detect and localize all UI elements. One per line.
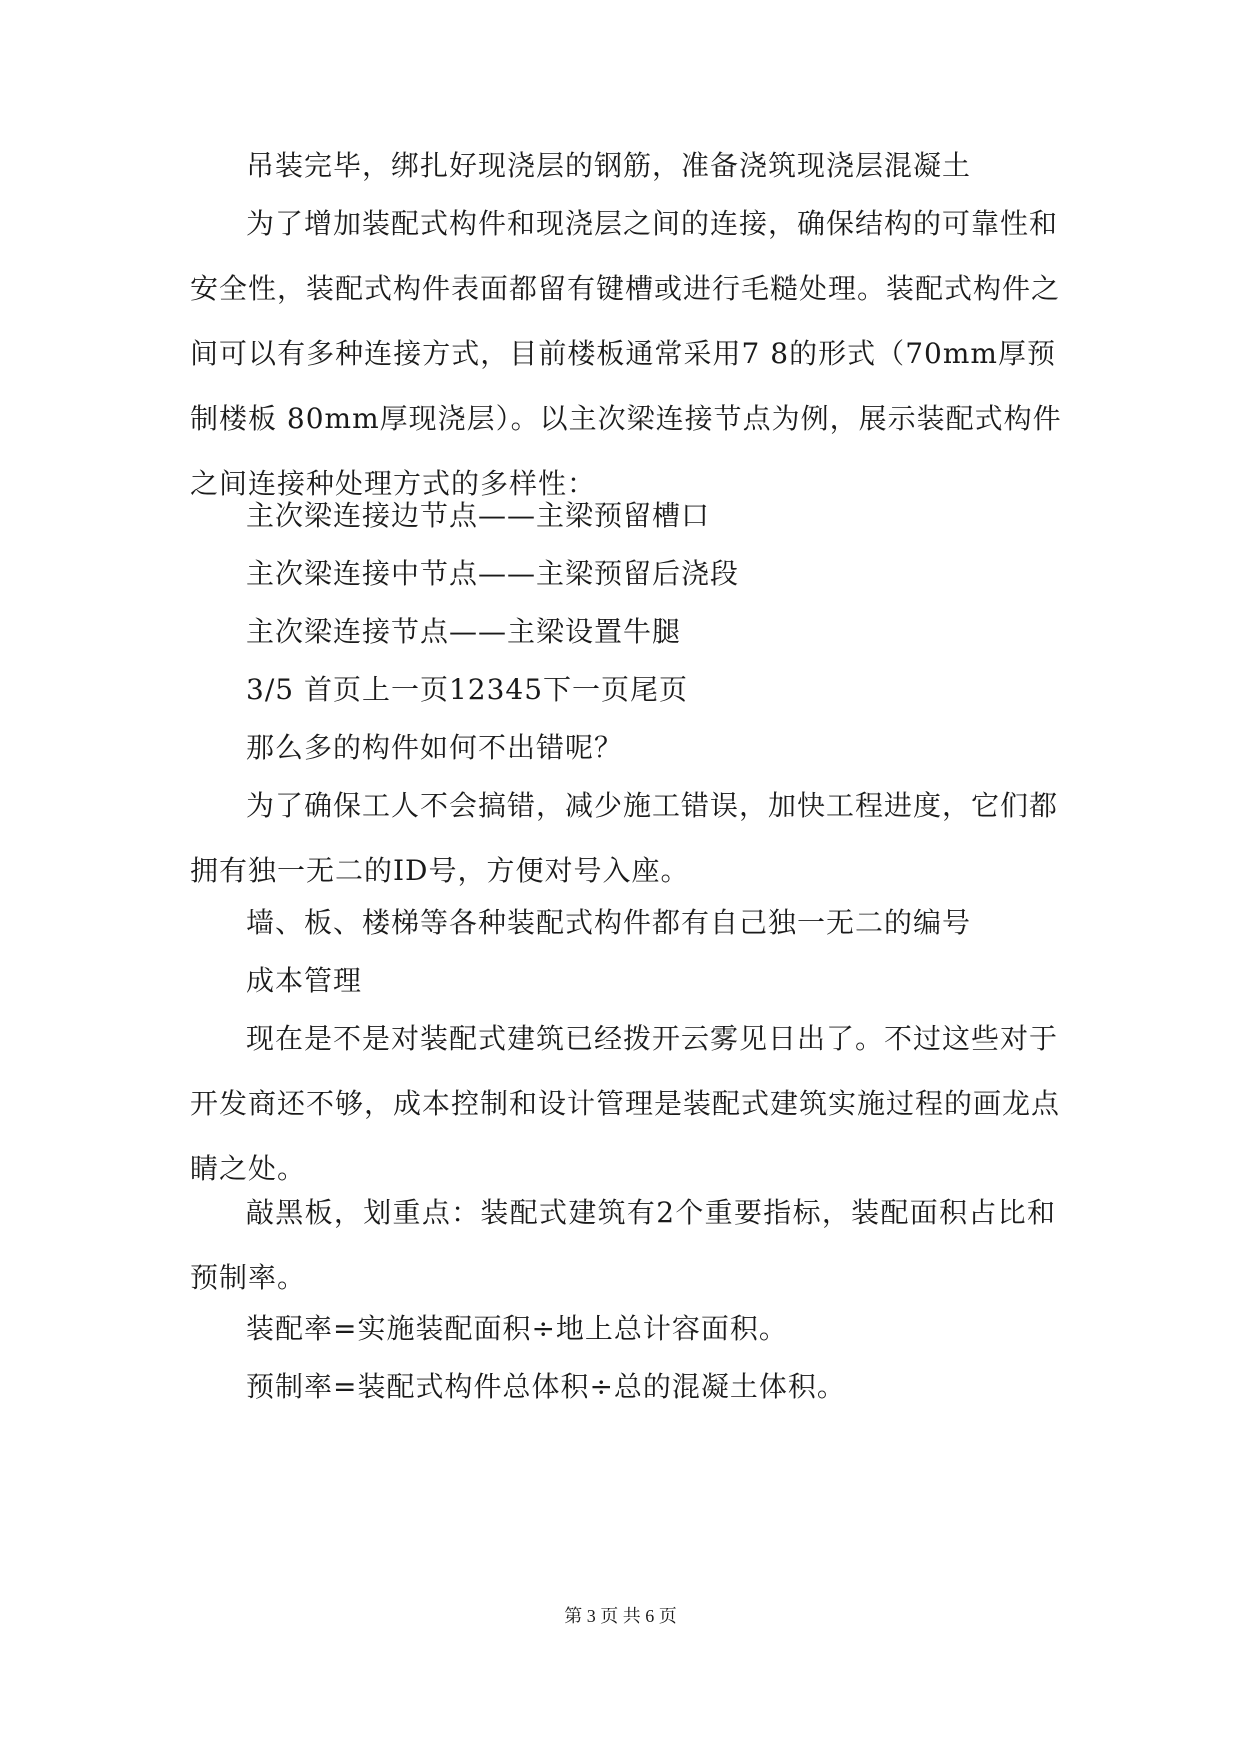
text-line: 那么多的构件如何不出错呢？ xyxy=(246,731,624,764)
text-line: 现在是不是对装配式建筑已经拨开云雾见日出了。不过这些对于 xyxy=(246,1022,1059,1055)
paragraph xyxy=(190,1180,1056,1310)
text-line: 睛之处。 xyxy=(190,1152,307,1185)
text-line: 制楼板 80mm厚现浇层）。以主次梁连接节点为例，展示装配式构件 xyxy=(190,402,1062,435)
text-line: 预制率=装配式构件总体积÷总的混凝土体积。 xyxy=(246,1370,846,1403)
pagination-text xyxy=(246,657,1112,722)
paragraph xyxy=(190,191,1062,516)
text-line: 安全性，装配式构件表面都留有键槽或进行毛糙处理。装配式构件之 xyxy=(190,272,1061,305)
text-line: 主次梁连接中节点——主梁预留后浇段 xyxy=(246,557,740,590)
text-line: 拥有独一无二的ID号，方便对号入座。 xyxy=(190,854,690,887)
text-line: 预制率。 xyxy=(190,1261,307,1294)
paragraph xyxy=(190,773,1059,903)
text-line: 成本管理 xyxy=(246,964,363,997)
paragraph xyxy=(246,890,1112,955)
formula-line xyxy=(246,1354,1112,1419)
text-line: 主次梁连接节点——主梁设置牛腿 xyxy=(246,615,682,648)
text-line: 主次梁连接边节点——主梁预留槽口 xyxy=(246,499,711,532)
text-line: 间可以有多种连接方式，目前楼板通常采用7 8的形式（70mm厚预 xyxy=(190,337,1056,370)
text-line: 敲黑板，划重点：装配式建筑有2个重要指标，装配面积占比和 xyxy=(246,1196,1056,1229)
text-line: 3/5 首页上一页12345下一页尾页 xyxy=(246,673,689,706)
text-line: 吊装完毕，绑扎好现浇层的钢筋，准备浇筑现浇层混凝土 xyxy=(246,149,972,182)
paragraph xyxy=(246,715,1112,780)
section-heading xyxy=(246,948,1112,1013)
text-line: 为了增加装配式构件和现浇层之间的连接，确保结构的可靠性和 xyxy=(246,207,1059,240)
paragraph xyxy=(190,1006,1061,1201)
paragraph xyxy=(246,541,1112,606)
formula-line xyxy=(246,1296,1112,1361)
paragraph xyxy=(246,599,1112,664)
text-line: 之间连接种处理方式的多样性： xyxy=(190,467,597,500)
paragraph xyxy=(246,483,1112,548)
page-number-footer: 第 3 页 共 6 页 xyxy=(564,1606,677,1626)
text-line: 装配率=实施装配面积÷地上总计容面积。 xyxy=(246,1312,788,1345)
text-line: 墙、板、楼梯等各种装配式构件都有自己独一无二的编号 xyxy=(246,906,972,939)
paragraph xyxy=(246,133,1112,198)
text-line: 为了确保工人不会搞错，减少施工错误，加快工程进度，它们都 xyxy=(246,789,1059,822)
text-line: 开发商还不够，成本控制和设计管理是装配式建筑实施过程的画龙点 xyxy=(190,1087,1061,1120)
